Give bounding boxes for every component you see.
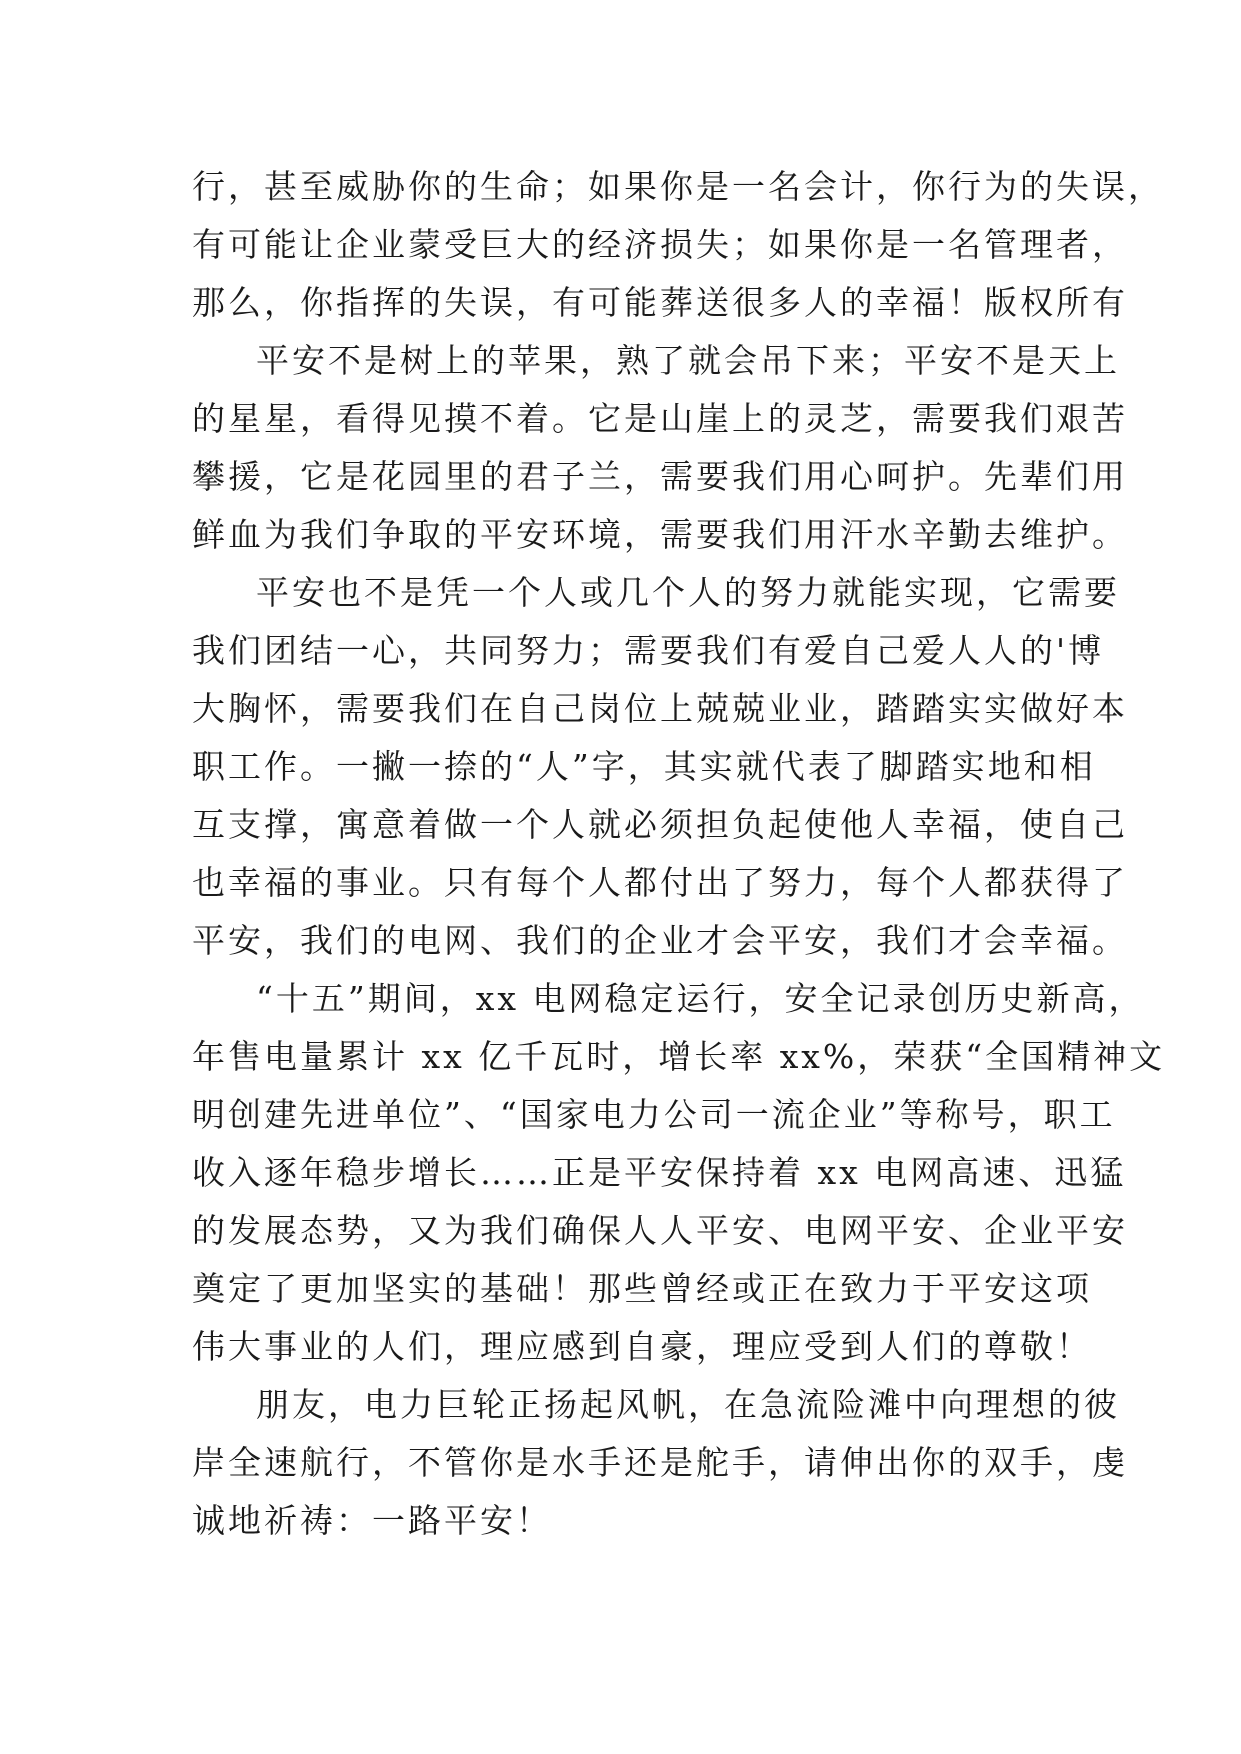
text-line: 有可能让企业蒙受巨大的经济损失；如果你是一名管理者，	[192, 225, 1128, 264]
text-line: 鲜血为我们争取的平安环境，需要我们用汗水辛勤去维护。	[192, 515, 1128, 554]
text-line: 职工作。一撇一捺的“人”字，其实就代表了脚踏实地和相	[192, 747, 1096, 786]
text-line: 的星星，看得见摸不着。它是山崖上的灵芝，需要我们艰苦	[192, 399, 1128, 438]
text-line: 明创建先进单位”、“国家电力公司一流企业”等称号，职工	[192, 1095, 1116, 1134]
text-line: 的发展态势，又为我们确保人人平安、电网平安、企业平安	[192, 1211, 1128, 1250]
text-line: 平安不是树上的苹果，熟了就会吊下来；平安不是天上	[256, 341, 1120, 380]
text-line: 也幸福的事业。只有每个人都付出了努力，每个人都获得了	[192, 863, 1128, 902]
text-line: 收入逐年稳步增长……正是平安保持着 xx 电网高速、迅猛	[192, 1153, 1127, 1192]
text-line: 诚地祈祷：一路平安！	[192, 1501, 552, 1540]
text-line: 互支撑，寓意着做一个人就必须担负起使他人幸福，使自己	[192, 805, 1128, 844]
text-line: “十五”期间，xx 电网稳定运行，安全记录创历史新高，	[256, 979, 1145, 1018]
text-line: 大胸怀，需要我们在自己岗位上兢兢业业，踏踏实实做好本	[192, 689, 1128, 728]
text-line: 我们团结一心，共同努力；需要我们有爱自己爱人人的'博	[192, 631, 1105, 670]
text-line: 平安，我们的电网、我们的企业才会平安，我们才会幸福。	[192, 921, 1128, 960]
text-line: 平安也不是凭一个人或几个人的努力就能实现，它需要	[256, 573, 1120, 612]
text-line: 攀援，它是花园里的君子兰，需要我们用心呵护。先辈们用	[192, 457, 1128, 496]
text-line: 奠定了更加坚实的基础！那些曾经或正在致力于平安这项	[192, 1269, 1092, 1308]
text-line: 那么，你指挥的失误，有可能葬送很多人的幸福！版权所有	[192, 283, 1128, 322]
text-line: 行，甚至威胁你的生命；如果你是一名会计，你行为的失误，	[192, 167, 1164, 206]
text-line: 伟大事业的人们，理应感到自豪，理应受到人们的尊敬！	[192, 1327, 1092, 1366]
text-line: 年售电量累计 xx 亿千瓦时，增长率 xx%，荣获“全国精神文	[192, 1037, 1166, 1076]
text-line: 朋友，电力巨轮正扬起风帆，在急流险滩中向理想的彼	[256, 1385, 1120, 1424]
text-line: 岸全速航行，不管你是水手还是舵手，请伸出你的双手，虔	[192, 1443, 1128, 1482]
document-body	[192, 158, 1166, 1550]
